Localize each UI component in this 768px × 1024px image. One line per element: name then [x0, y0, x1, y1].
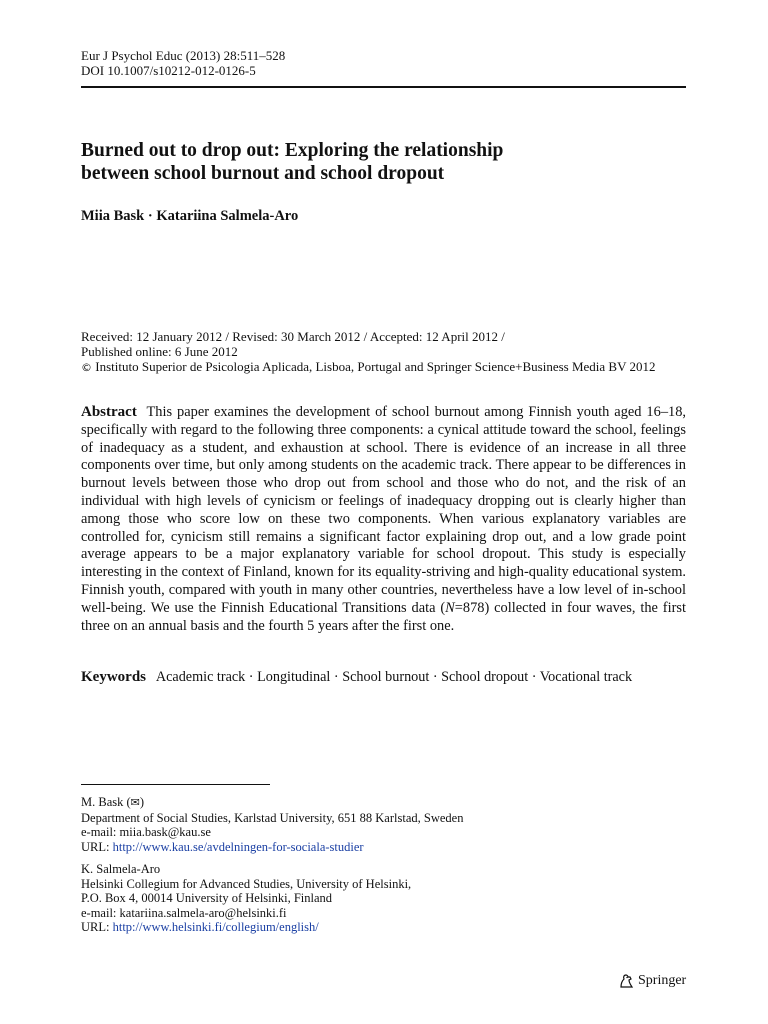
abstract-text-part-1: This paper examines the development of school burnout among Finnish youth aged 16–18, specifically with regard to the following three components: a cynical attitude toward the school, feelings of inadequacy as a student, and exhaustion at school. There is evidence of an increase in all three components over time, but only among students on the academic track. There appear to be differences in burnout levels between those who drop out from school and those who do not, and the risk of an individual with high levels of cynicism or feelings of inadequacy dropping out is clearly higher than among those who score low on these two components. When various explanatory variables are controlled for, cynicism still remains a significant factor explaining drop out, and a low grade point average appears to be a major explanatory variable for school dropout. This study is especially interesting in the context of Finland, known for its equality-striving and high-quality educational system. Finnish youth, compared with youth in many other countries, nevertheless have a low level of in-school well-being. We use the Finnish Educational Transitions data (	[81, 404, 687, 616]
author-list: Miia Bask · Katariina Salmela-Aro	[81, 208, 299, 224]
article-title	[81, 139, 686, 185]
journal-header	[81, 48, 285, 78]
publication-history	[81, 329, 691, 375]
keywords-heading: Keywords	[81, 669, 146, 685]
author1-url-link[interactable]: http://www.kau.se/avdelningen-for-sociala-studier	[112, 839, 364, 854]
author2-name: K. Salmela-Aro	[81, 862, 161, 876]
author1-name-close: )	[139, 795, 145, 809]
keywords-text: Academic track · Longitudinal · School burnout · School dropout · Vocational track	[155, 669, 633, 685]
journal-citation: Eur J Psychol Educ (2013) 28:511–528	[81, 48, 286, 63]
publisher-name: Springer	[638, 973, 687, 988]
springer-horse-icon	[618, 973, 634, 989]
abstract	[81, 404, 686, 635]
author1-url-label: URL:	[81, 839, 113, 854]
dates-line-1: Received: 12 January 2012 / Revised: 30 March 2012 / Accepted: 12 April 2012 /	[81, 329, 505, 344]
author2-affiliation-2: P.O. Box 4, 00014 University of Helsinki, Finland	[81, 891, 333, 906]
abstract-text-part-2: =878) collected in four waves, the first three on an annual basis and the fourth 5 years after the first one.	[81, 599, 686, 634]
author1-affiliation: Department of Social Studies, Karlstad University, 651 88 Karlstad, Sweden	[81, 810, 464, 825]
author1-email: e-mail: miia.bask@kau.se	[81, 825, 211, 840]
doi: DOI 10.1007/s10212-012-0126-5	[81, 63, 256, 78]
copyright-text: Instituto Superior de Psicologia Aplicada, Lisboa, Portugal and Springer Science+Business Media BV 2012	[95, 359, 656, 374]
title-line-2: between school burnout and school dropout	[81, 163, 445, 184]
copyright-icon: ©	[81, 361, 92, 374]
footnote-rule	[81, 784, 270, 785]
author2-email: e-mail: katariina.salmela-aro@helsinki.fi	[81, 905, 287, 920]
author-footnote-bask	[81, 795, 463, 854]
author1-url-line	[81, 840, 463, 855]
author2-affiliation-1: Helsinki Collegium for Advanced Studies, University of Helsinki,	[81, 876, 412, 891]
publisher-logo	[618, 973, 686, 989]
keywords	[81, 668, 686, 686]
author2-url-link[interactable]: http://www.helsinki.fi/collegium/english/	[112, 920, 319, 935]
copyright-line	[81, 359, 691, 375]
header-rule	[81, 86, 686, 88]
author-footnote-salmela-aro	[81, 862, 411, 935]
dates-line-2: Published online: 6 June 2012	[81, 344, 238, 359]
abstract-heading: Abstract	[81, 404, 137, 420]
abstract-n-symbol: N	[445, 599, 455, 616]
title-line-1: Burned out to drop out: Exploring the relationship	[81, 140, 504, 161]
author2-url-label: URL:	[81, 920, 113, 935]
author2-url-line	[81, 920, 411, 935]
envelope-icon: ✉	[130, 796, 140, 809]
footnote-name-line	[81, 795, 463, 811]
author1-name: M. Bask (	[81, 795, 131, 809]
